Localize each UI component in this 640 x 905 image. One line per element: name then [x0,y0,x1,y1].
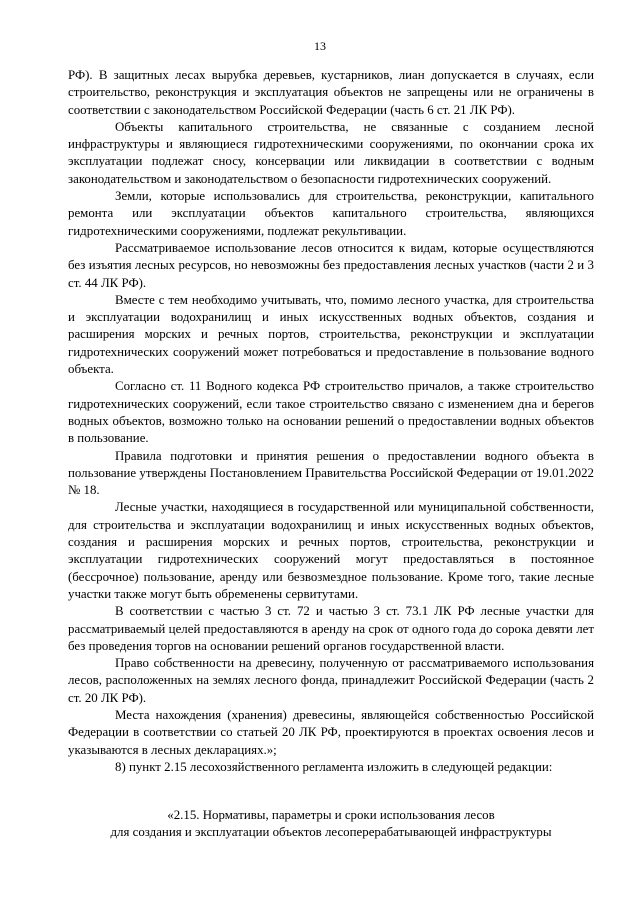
paragraph: Согласно ст. 11 Водного кодекса РФ строительство причалов, а также строительство гидротехнических сооружений, если такое строительство связано с изменением дна и берегов водных объектов, возможно только на основании решений о предоставлении водных объектов в пользование. [68,379,594,446]
section-heading-line: «2.15. Нормативы, параметры и сроки использования лесов [167,808,495,822]
paragraph: 8) пункт 2.15 лесохозяйственного регламента изложить в следующей редакции: [115,759,553,774]
paragraph: Право собственности на древесину, полученную от рассматриваемого использования лесов, расположенных на землях лесного фонда, принадлежит Российской Федерации (часть 2 ст. 20 ЛК РФ). [68,656,594,705]
paragraph: Места нахождения (хранения) древесины, являющейся собственностью Российской Федерации в соответствии со статьей 20 ЛК РФ, проектируются в проектах освоения лесов и указываются в лесных декларациях.»; [68,707,594,757]
paragraph: Земли, которые использовались для строительства, реконструкции, капитального ремонта или эксплуатации объектов капитального строительства, являющихся гидротехническими сооружениями, подлежат рекультивации. [68,189,594,238]
paragraph: Правила подготовки и принятия решения о предоставлении водного объекта в пользование утверждены Постановлением Правительства Российской Федерации от 19.01.2022 № 18. [68,448,594,498]
section-heading [68,807,594,842]
paragraph: РФ). В защитных лесах вырубка деревьев, кустарников, лиан допускается в случаях, если строительство, реконструкция и эксплуатация объектов не запрещены или не ограничены в соответствии с законодательством Российской Федерации (часть 6 ст. 21 ЛК РФ). [68,68,594,117]
paragraph: Вместе с тем необходимо учитывать, что, помимо лесного участка, для строительства и эксплуатации водохранилищ и иных искусственных водных объектов, создания и расширения морских и речных портов, строительства, реконструкции и эксплуатации гидротехнических сооружений может потребоваться и предоставление в пользование водного объекта. [68,292,594,377]
paragraph: Рассматриваемое использование лесов относится к видам, которые осуществляются без изъятия лесных ресурсов, но невозможны без предоставления лесных участков (части 2 и 3 ст. 44 ЛК РФ). [68,240,594,290]
paragraph: Объекты капитального строительства, не связанные с созданием лесной инфраструктуры и являющиеся гидротехническими сооружениями, по окончании срока их эксплуатации подлежат сносу, консервации или ликвидации в соответствии с водным законодательством и законодательством о безопасности гидротехнических сооружений. [68,119,594,186]
paragraph: В соответствии с частью 3 ст. 72 и частью 3 ст. 73.1 ЛК РФ лесные участки для рассматриваемый целей предоставляются в аренду на срок от одного года до сорока девяти лет без проведения торгов на основании решений органов государственной власти. [68,604,594,653]
section-heading-line: для создания и эксплуатации объектов лесоперерабатывающей инфраструктуры [110,825,552,840]
document-body [68,67,594,776]
paragraph: Лесные участки, находящиеся в государственной или муниципальной собственности, для строительства и эксплуатации водохранилищ и иных искусственных водных объектов, создания и расширения морских и речных портов, строительства, реконструкции и эксплуатации гидротехнических сооружений могут предоставляться в постоянное (бессрочное) пользование, аренду или безвозмездное пользование. Кроме того, такие лесные участки также могут быть обременены сервитутами. [68,500,594,601]
page-number: 13 [314,39,326,53]
